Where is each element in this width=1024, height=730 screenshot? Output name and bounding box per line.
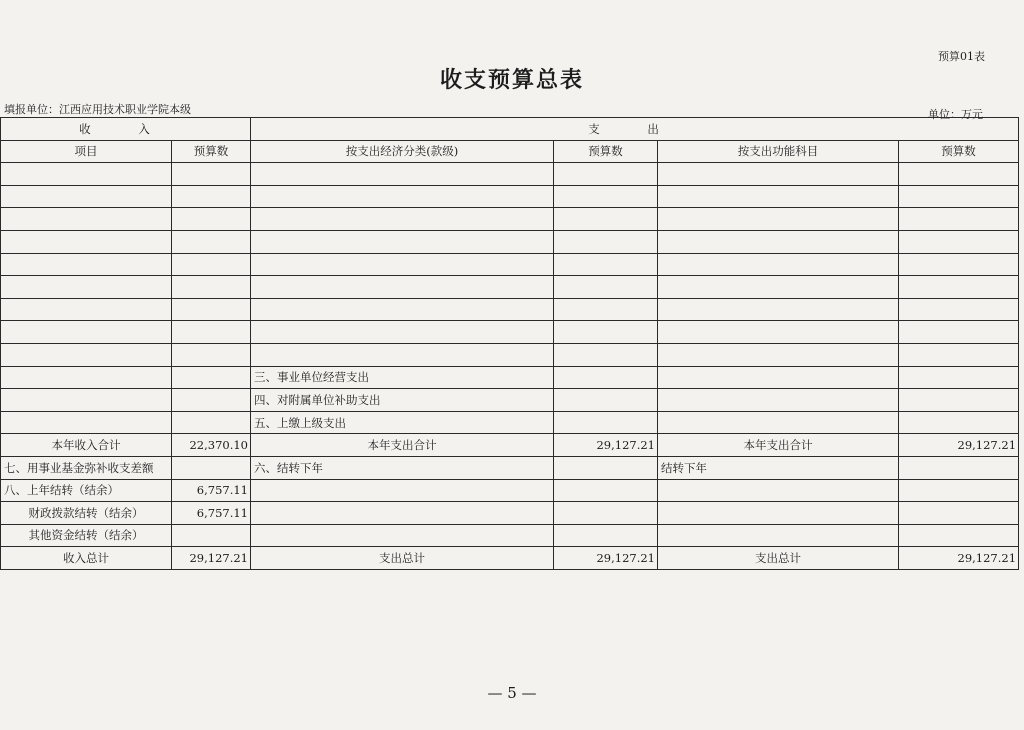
table-cell [554,411,658,434]
table-cell: 29,127.21 [554,434,658,457]
table-cell [1,343,172,366]
table-cell: 支出总计 [658,547,899,570]
table-cell [251,298,554,321]
table-cell [251,479,554,502]
table-cell [251,343,554,366]
table-cell [899,366,1019,389]
table-cell [554,321,658,344]
table-cell [172,524,251,547]
page-title: 收支预算总表 [439,67,584,93]
table-cell [172,321,251,344]
table-cell: 六、结转下年 [251,456,554,479]
table-cell [658,366,899,389]
table-cell: 22,370.10 [172,434,251,457]
table-cell [251,208,554,231]
table-cell [554,456,658,479]
table-cell [899,163,1019,186]
table-cell: 29,127.21 [172,547,251,570]
table-cell [899,502,1019,525]
table-cell [251,185,554,208]
table-row [1,185,1019,208]
table-cell [554,208,658,231]
table-cell [658,343,899,366]
form-number: 预算01表 [938,50,985,63]
table-row [1,502,1019,525]
table-row [1,163,1019,186]
table-cell [172,411,251,434]
table-cell [172,163,251,186]
table-cell: 七、用事业基金弥补收支差额 [1,456,172,479]
table-cell: 五、上缴上级支出 [251,411,554,434]
table-cell [172,389,251,412]
table-cell: 29,127.21 [899,547,1019,570]
table-cell [658,411,899,434]
table-cell [554,298,658,321]
table-cell [658,253,899,276]
table-cell [658,208,899,231]
table-cell [1,366,172,389]
table-row [1,547,1019,570]
table-cell [1,411,172,434]
table-row [1,298,1019,321]
table-body [1,163,1019,570]
table-row [1,253,1019,276]
table-cell [172,298,251,321]
table-cell [658,524,899,547]
table-cell [172,343,251,366]
table-column-header [1,140,1019,163]
table-cell [658,502,899,525]
table-cell [554,276,658,299]
column-header: 按支出经济分类(款级) [251,140,554,163]
table-cell [554,389,658,412]
table-cell [899,343,1019,366]
table-cell [899,253,1019,276]
table-cell [554,185,658,208]
table-cell [251,524,554,547]
table-cell [1,208,172,231]
table-cell: 29,127.21 [554,547,658,570]
table-cell [172,208,251,231]
table-cell [899,276,1019,299]
column-header: 按支出功能科目 [658,140,899,163]
table-group-header [1,118,1019,141]
column-header: 预算数 [172,140,251,163]
table-cell: 29,127.21 [899,434,1019,457]
table-row [1,411,1019,434]
table-cell: 支出总计 [251,547,554,570]
table-cell [1,321,172,344]
table-cell [658,276,899,299]
table-row [1,321,1019,344]
table-cell: 八、上年结转（结余） [1,479,172,502]
table-cell: 财政拨款结转（结余） [1,502,172,525]
table-cell [172,253,251,276]
table-cell [172,366,251,389]
table-cell [172,185,251,208]
table-cell: 6,757.11 [172,502,251,525]
column-header: 项目 [1,140,172,163]
table-row [1,389,1019,412]
table-row [1,343,1019,366]
table-cell [899,230,1019,253]
table-cell [554,163,658,186]
table-cell: 6,757.11 [172,479,251,502]
table-cell [899,456,1019,479]
table-cell [554,479,658,502]
table-cell [899,389,1019,412]
table-cell: 本年支出合计 [658,434,899,457]
table-cell [899,321,1019,344]
table-cell [658,185,899,208]
table-cell [172,230,251,253]
table-cell [251,230,554,253]
table-cell [899,298,1019,321]
table-cell [554,230,658,253]
table-cell: 本年收入合计 [1,434,172,457]
table-row [1,434,1019,457]
table-cell [899,411,1019,434]
table-cell [554,366,658,389]
table-cell [658,163,899,186]
table-cell: 其他资金结转（结余） [1,524,172,547]
table-cell [899,524,1019,547]
table-cell [554,502,658,525]
table-cell [251,253,554,276]
income-group-header: 收 入 [1,118,251,141]
table-cell [1,298,172,321]
table-cell [1,276,172,299]
table-cell: 三、事业单位经营支出 [251,366,554,389]
table-cell [658,389,899,412]
table-cell [172,456,251,479]
table-cell [899,185,1019,208]
table-cell [251,502,554,525]
table-cell: 结转下年 [658,456,899,479]
table-cell [554,253,658,276]
page-number: — 5 — [487,684,537,702]
table-row [1,479,1019,502]
table-cell [554,524,658,547]
table-cell [172,276,251,299]
table-cell [658,298,899,321]
table-cell [899,479,1019,502]
budget-summary-table [0,117,1019,570]
reporting-unit: 填报单位：江西应用技术职业学院本级 [4,103,191,116]
table-cell [658,321,899,344]
column-header: 预算数 [899,140,1019,163]
table-cell [251,321,554,344]
table-cell [658,230,899,253]
table-cell [1,185,172,208]
table-row [1,366,1019,389]
table-row [1,456,1019,479]
table-cell [1,163,172,186]
table-row [1,276,1019,299]
currency-unit: 单位：万元 [928,108,983,121]
table-cell [899,208,1019,231]
table-cell: 收入总计 [1,547,172,570]
table-cell [1,253,172,276]
table-cell [554,343,658,366]
table-cell [1,230,172,253]
table-cell: 四、对附属单位补助支出 [251,389,554,412]
table-cell: 本年支出合计 [251,434,554,457]
expense-group-header: 支 出 [251,118,1019,141]
table-row [1,230,1019,253]
table-cell [251,163,554,186]
table-row [1,208,1019,231]
table-cell [658,479,899,502]
table-cell [1,389,172,412]
table-cell [251,276,554,299]
column-header: 预算数 [554,140,658,163]
table-row [1,524,1019,547]
